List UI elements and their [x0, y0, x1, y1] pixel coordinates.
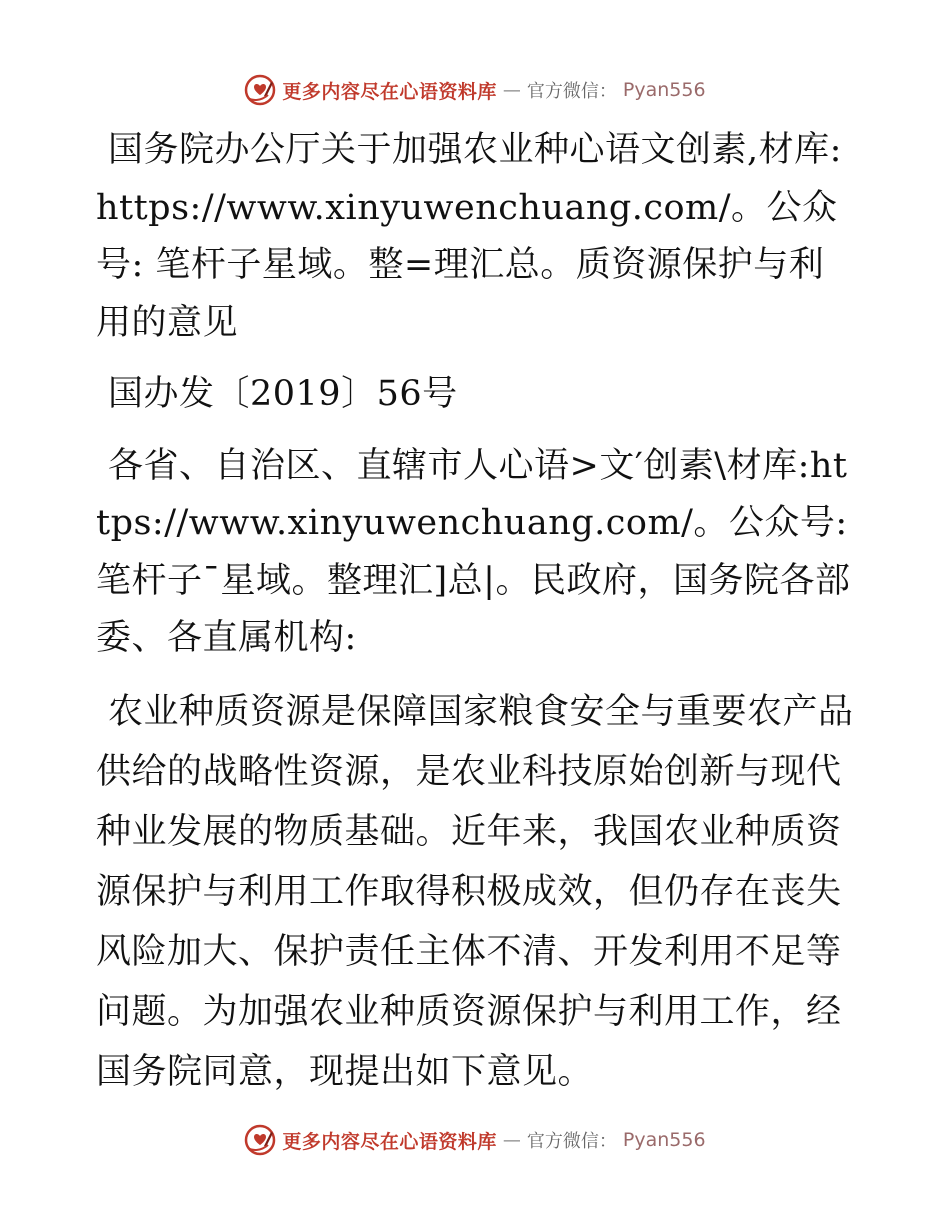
- watermark-content: [244, 74, 705, 106]
- watermark-main-text: 更多内容尽在心语资料库: [282, 1130, 497, 1153]
- watermark-label: 官方微信：: [526, 1131, 617, 1152]
- header-watermark: [0, 70, 950, 110]
- watermark-main-text: 更多内容尽在心语资料库: [282, 80, 497, 103]
- document-body: [96, 122, 856, 1102]
- document-title-paragraph: 国务院办公厅关于加强农业种心语文创素,材库:https://www.xinyuwenchuang.com/。公众号: 笔杆子星域。整=理汇总。质资源保护与利用的意见: [96, 130, 842, 343]
- watermark-label: 官方微信：: [526, 81, 617, 102]
- watermark-separator: —: [502, 1129, 521, 1151]
- footer-watermark: [0, 1120, 950, 1160]
- watermark-wechat-id: Pyan556: [622, 1129, 706, 1151]
- logo-heart-pen-icon: [244, 1124, 276, 1156]
- document-number: 国办发〔2019〕56号: [108, 374, 458, 414]
- watermark-content: [244, 1124, 705, 1156]
- logo-heart-pen-icon: [244, 74, 276, 106]
- watermark-separator: —: [502, 79, 521, 101]
- body-paragraph: 农业种质资源是保障国家粮食安全与重要农产品供给的战略性资源，是农业科技原始创新与现代种业发展的物质基础。近年来，我国农业种质资源保护与利用工作取得积极成效，但仍存在丧失风险加大、保护责任主体不清、开发利用不足等问题。为加强农业种质资源保护与利用工作，经国务院同意，现提出如下意见。: [96, 691, 854, 1092]
- addressee-paragraph: 各省、自治区、直辖市人心语>文′创素\材库:https://www.xinyuwenchuang.com/。公众号: 笔杆子¯星域。整理汇]总|。民政府，国务院各部委、各直属机构:: [96, 445, 851, 658]
- watermark-wechat-id: Pyan556: [622, 79, 706, 101]
